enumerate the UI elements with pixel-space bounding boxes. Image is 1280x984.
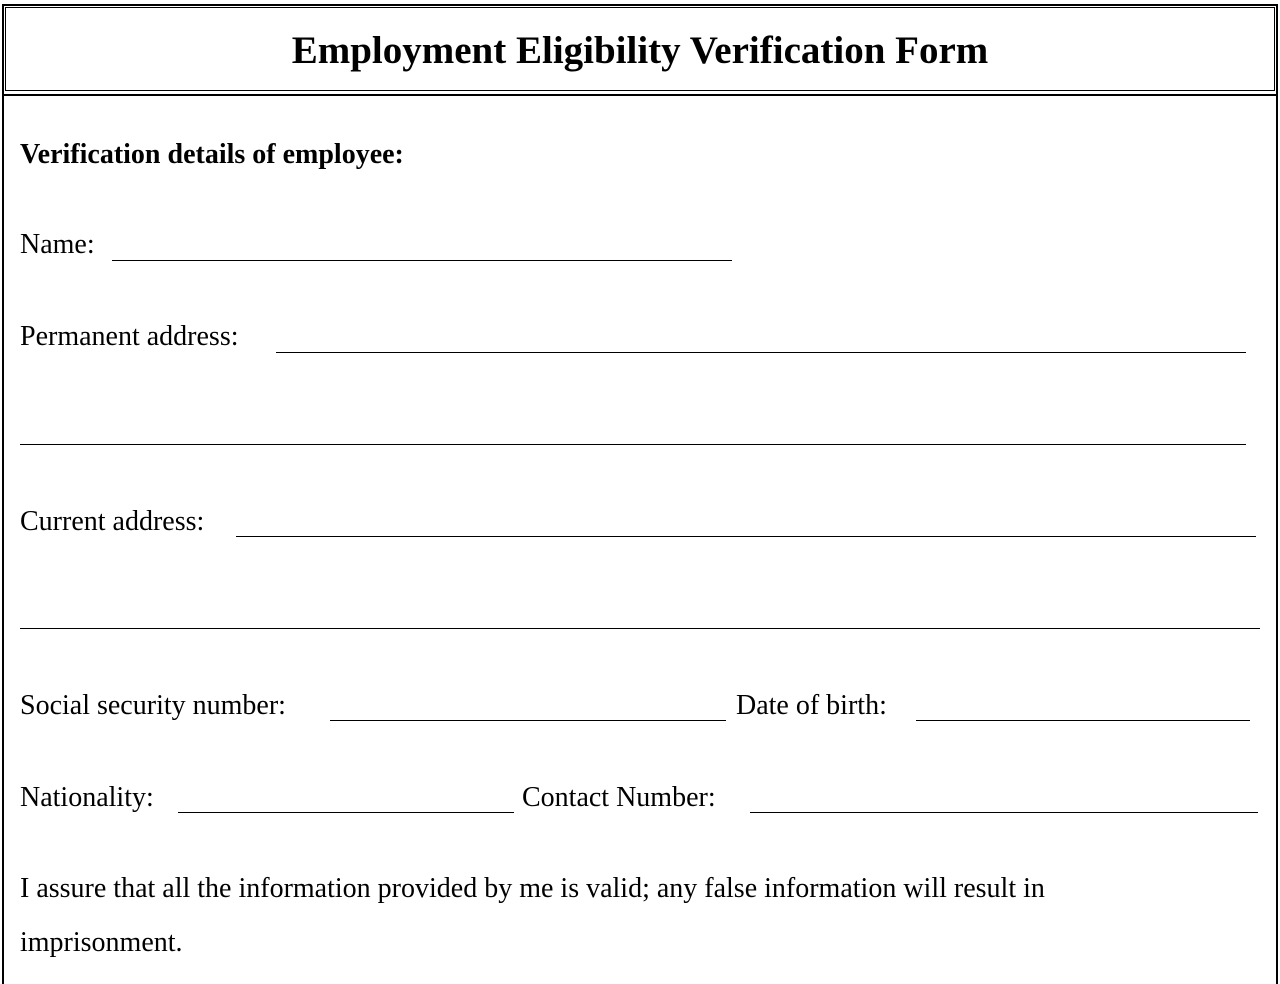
permanent-address-label: Permanent address:	[20, 321, 239, 352]
current-address-label: Current address:	[20, 506, 205, 537]
declaration-text-line2: imprisonment.	[20, 927, 183, 958]
ssn-field[interactable]	[330, 720, 726, 721]
current-address-field-line2[interactable]	[20, 628, 1260, 629]
name-field[interactable]	[112, 260, 732, 261]
contact-number-field[interactable]	[750, 812, 1258, 813]
permanent-address-field[interactable]	[276, 352, 1246, 353]
dob-label: Date of birth:	[736, 690, 887, 721]
form-title: Employment Eligibility Verification Form	[291, 29, 989, 72]
ssn-label: Social security number:	[20, 690, 286, 721]
contact-number-label: Contact Number:	[522, 782, 716, 813]
current-address-field[interactable]	[236, 536, 1256, 537]
title-box	[2, 4, 1278, 96]
permanent-address-field-line2[interactable]	[20, 444, 1246, 445]
nationality-label: Nationality:	[20, 782, 154, 813]
section-heading: Verification details of employee:	[20, 139, 404, 170]
name-label: Name:	[20, 229, 95, 260]
nationality-field[interactable]	[178, 812, 514, 813]
declaration-text-line1: I assure that all the information provided by me is valid; any false information will result in	[20, 873, 1045, 904]
dob-field[interactable]	[916, 720, 1250, 721]
